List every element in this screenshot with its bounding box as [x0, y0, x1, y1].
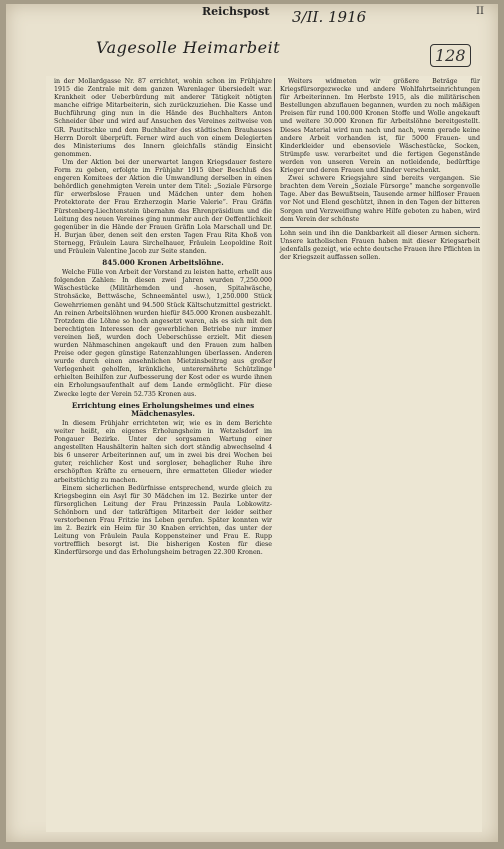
- paragraph: Lohn sein und ihn die Dankbarkeit all dieser Armen sichern. Unsere katholischen Frauen haben mit dieser Kriegsarbeit jedenfalls gezeigt, wie echte deutsche Frauen ihre Pflichten in der Kriegszeit auffassen sollen.: [280, 229, 480, 261]
- corner-number: II: [476, 6, 484, 17]
- archive-sheet: [6, 4, 498, 842]
- right-column: [280, 78, 480, 262]
- section-heading: 845.000 Kronen Arbeitslöhne.: [102, 258, 224, 268]
- column-divider: [274, 78, 275, 368]
- section-heading: Errichtung eines Erholungsheimes und eines Mädchenasyles.: [71, 400, 255, 418]
- paragraph: Zwei schwere Kriegsjahre sind bereits vergangen. Sie brachten dem Verein „Soziale Fürsorge“ manche sorgenvolle Tage. Aber das Bewußtsein, Tausende armer hilfloser Frauen vor Not und Elend geschützt, ihnen in den Tagen der bitteren Sorgen und Verzweiflung wahre Hilfe geboten zu haben, wird dem Verein der schönste: [280, 175, 480, 223]
- paragraph: Um der Aktion bei der unerwartet langen Kriegsdauer festere Form zu geben, erfolgte im Frühjahr 1915 über Beschluß des engeren Komitees der Aktion die Umwandlung derselben in einen behördlich genehmigten Verein unter dem Titel: „Soziale Fürsorge für erwerbslose Frauen und Mädchen unter dem hohen Protektorate der Frau Erzherzogin Marie Valerie“. Frau Gräfin Fürstenberg-Liechtenstein übernahm das Ehrenpräsidium und die Leitung des neuen Vereines ging nunmehr auch der Oeffentlichkeit gegenüber in die Hände der Frauen Gräfin Lola Marschall und Dr. H. Burjan über, denen seit den ersten Tagen Frau Rita Khoß von Sternegg, Fräulein Laura Sirchelhauer, Fräulein Leopoldine Roit und Fräulein Valentine Jacob zur Seite standen.: [54, 158, 272, 255]
- archive-number: 128: [430, 44, 471, 67]
- handwritten-date: 3/II. 1916: [292, 8, 367, 26]
- paragraph: Einem sicherlichen Bedürfnisse entsprechend, wurde gleich zu Kriegsbeginn ein Asyl für 30 Mädchen im 12. Bezirke unter der fürsorglichen Leitung der Frau Prinzessin Paula Lobkowitz-Schönborn und der tatkräftigen Mitarbeit der leider seither verstorbenen Frau Fritzie ins Leben gerufen. Später konnten wir im 2. Bezirk ein Heim für 30 Knaben errichten, das unter der Leitung von Fräulein Paula Koppensteiner und Frau E. Rupp vortrefflich besorgt ist. Die bisherigen Kosten für diese Kinderfürsorge und das Erholungsheim betragen 22.300 Kronen.: [54, 484, 272, 557]
- handwritten-title: Vagesolle Heimarbeit: [96, 38, 281, 57]
- paragraph: Welche Fülle von Arbeit der Vorstand zu leisten hatte, erhellt aus folgenden Zahlen: In diesen zwei Jahren wurden 7,250.000 Wäschestücke (Militärhemden und -hosen, Spitalwäsche, Strohsäcke, Bettwäsche, Schneemäntel usw.), 1,250.000 Stück Gewehrriemen genäht und 94.500 Stück Kältschutzmittel gestrickt. An reinen Arbeitslöhnen wurden hiefür 845.000 Kronen ausbezahlt. Trotzdem die Löhne so hoch angesetzt waren, als es sich mit den berechtigten Interessen der gewerblichen Betriebe nur immer vereinen ließ, wurden doch Ueberschüsse erzielt. Mit diesen wurden Nähmaschinen angekauft und den Frauen zum halben Preise oder gegen günstige Ratenzahlungen überlassen. Anderen wurde durch einen ansehnlichen Mietzinsbeitrag aus großer Verlegenheit geholfen, kränkliche, unterernährte Schützlinge erhielten Beihilfen zur Aufbesserung der Kost oder es wurde ihnen ein Erholungsaufenthalt auf dem Lande ermöglicht. Für diese Zwecke legte der Verein 52.735 Kronen aus.: [54, 269, 272, 398]
- paragraph: in der Mollardgasse Nr. 87 errichtet, wohin schon im Frühjahre 1915 die Zentrale mit dem ganzen Warenlager übersiedelt war. Krankheit oder Ueberbürdung mit anderer Tätigkeit nötigten manche eifrige Mitarbeiterin, sich zurückzuziehen. Die Kasse und Buchführung ging nun in die Hände des Buchhalters Anton Schneider über und wird auf Ansuchen des Vereines zeitweise von GR. Pautitschke und dem Buchhalter des städtischen Brauhauses Herrn Dorolt überprüft. Ferner wird auch von einem Delegierten des Ministeriums des Innern gleichfalls ständig Einsicht genommen.: [54, 78, 272, 158]
- sheet-header: [6, 4, 498, 26]
- column-separator: [280, 227, 480, 228]
- paragraph: Weiters widmeten wir größere Beträge für Kriegsfürsorgezwecke und andere Wohlfahrtseinrichtungen für Arbeiterinnen. Im Herbste 1915, als die militärischen Bestellungen abzuflauen begannen, wurden zu noch mäßigen Preisen für rund 100.000 Kronen Stoffe und Wolle angekauft und weitere 30.000 Kronen für Arbeitslöhne bereitgestellt. Dieses Material wird nun nach und nach, wenn gerade keine andere Arbeit vorhanden ist, für 5000 Frauen- und Kinderkleider und ebensoviele Wäschestücke, Socken, Strümpfe usw. verarbeitet und die fertigen Gegenstände werden von unseren Verein an notleidende, bedürftige Krieger und deren Frauen und Kinder verschenkt.: [280, 78, 480, 175]
- newspaper-source: Reichspost: [202, 5, 270, 18]
- paragraph: In diesem Frühjahr errichteten wir, wie es in dem Berichte weiter heißt, ein eigenes Erholungsheim in Wetzelsdorf im Pongauer Bezirke. Unter der sorgsamen Wartung einer angestellten Haushälterin halten sich dort ständig abwechselnd 4 bis 6 unserer Arbeiterinnen auf, um in zwei bis drei Wochen bei guter, reichlicher Kost und sorgloser, behaglicher Ruhe ihre erschöpften Kräfte zu erneuern, ihre ermatteten Glieder wieder arbeitstüchtig zu machen.: [54, 419, 272, 484]
- left-column: [54, 78, 272, 557]
- newspaper-clipping: [46, 76, 482, 832]
